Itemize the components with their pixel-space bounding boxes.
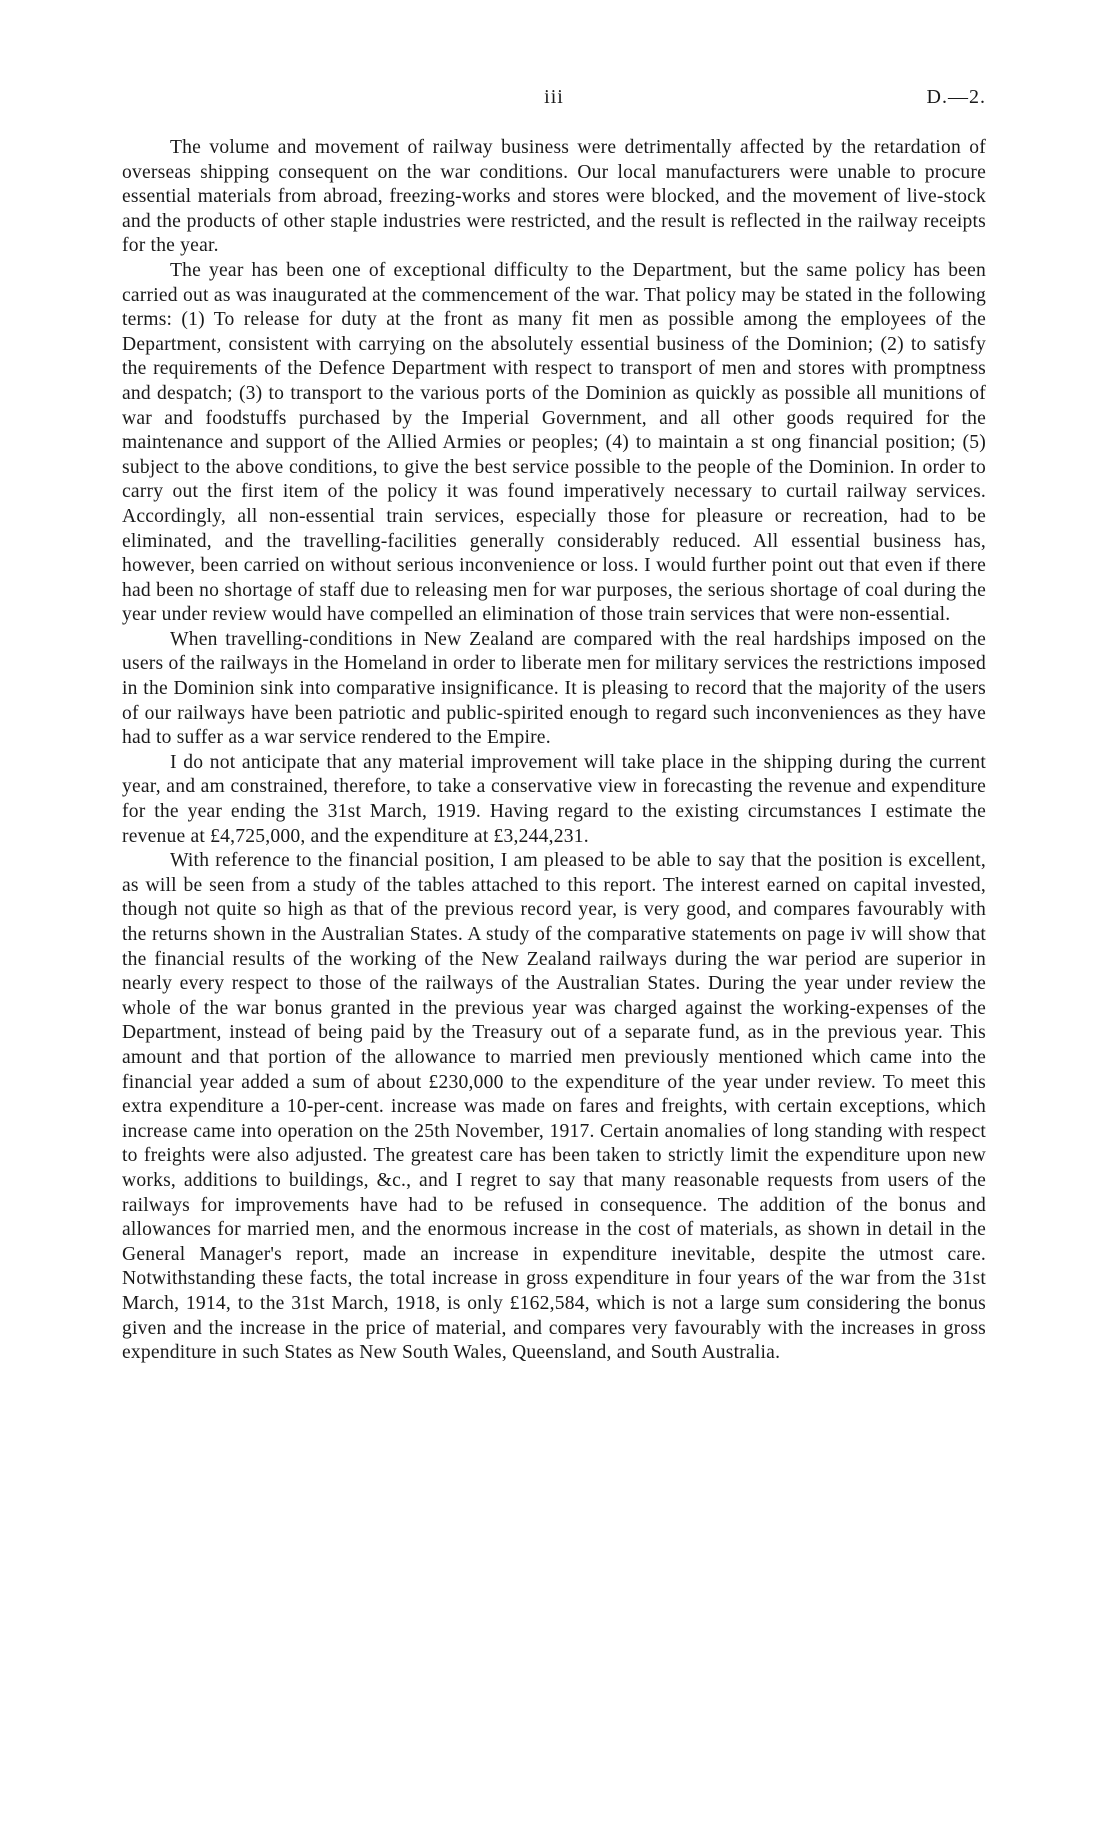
paragraph-financial-position: With reference to the financial position, I am pleased to be able to say that the position is excellent, as will be seen from a study of the tables attached to this report. The interest earned on capital invested, though not quite so high as that of the previous record year, is very good, and compares favourably with the returns shown in the Australian States. A study of the comparative statements on page iv will show that the financial results of the working of the New Zealand railways during the war period are superior in nearly every respect to those of the railways of the Australian States. During the year under review the whole of the war bonus granted in the previous year was charged against the working-expenses of the Department, instead of being paid by the Treasury out of a separate fund, as in the previous year. This amount and that portion of the allowance to married men previously mentioned which came into the financial year added a sum of about £230,000 to the expenditure of the year under review. To meet this extra expenditure a 10-per-cent. increase was made on fares and freights, with certain exceptions, which increase came into operation on the 25th November, 1917. Certain anomalies of long standing with respect to freights were also adjusted. The greatest care has been taken to strictly limit the expenditure upon new works, additions to buildings, &c., and I regret to say that many reasonable requests from users of the railways for improvements have had to be refused in consequence. The addition of the bonus and allowances for married men, and the enormous increase in the cost of materials, as shown in detail in the General Manager's report, made an increase in expenditure inevitable, despite the utmost care. Notwithstanding these facts, the total increase in gross expenditure in four years of the war from the 31st March, 1914, to the 31st March, 1918, is only £162,584, which is not a large sum considering the bonus given and the increase in the price of material, and compares very favourably with the increases in gross expenditure in such States as New South Wales, Queensland, and South Australia. bbox=[122, 850, 986, 1364]
document-reference: D.—2. bbox=[926, 86, 986, 108]
paragraph-revenue-forecast: I do not anticipate that any material improvement will take place in the shipping during the current year, and am constrained, therefore, to take a conservative view in forecasting the revenue and expenditure for the year ending the 31st March, 1919. Having regard to the existing circumstances I estimate the revenue at £4,725,000, and the expenditure at £3,244,231. bbox=[122, 751, 986, 847]
page-header bbox=[122, 86, 986, 116]
paragraph-department-policy: The year has been one of exceptional difficulty to the Department, but the same policy has been carried out as was inaugurated at the commencement of the war. That policy may be stated in the following terms: (1) To release for duty at the front as many fit men as possible among the employees of the Department, consistent with carrying on the absolutely essential business of the Dominion; (2) to satisfy the requirements of the Defence Department with respect to transport of men and stores with promptness and despatch; (3) to transport to the various ports of the Dominion as quickly as possible all munitions of war and foodstuffs purchased by the Imperial Government, and all other goods required for the maintenance and support of the Allied Armies or peoples; (4) to maintain a st ong financial position; (5) subject to the above conditions, to give the best service possible to the people of the Dominion. In order to carry out the first item of the policy it was found imperatively necessary to curtail railway services. Accordingly, all non-essential train services, especially those for pleasure or recreation, had to be eliminated, and the travelling-facilities generally considerably reduced. All essential business has, however, been carried on without serious inconvenience or loss. I would further point out that even if there had been no shortage of staff due to releasing men for war purposes, the serious shortage of coal during the year under review would have compelled an elimination of those train services that were non-essential. bbox=[122, 259, 986, 626]
page-number: iii bbox=[544, 86, 564, 108]
paragraph-traffic-affected: The volume and movement of railway business were detrimentally affected by the retardation of overseas shipping consequent on the war conditions. Our local manufacturers were unable to procure essential materials from abroad, freezing-works and stores were blocked, and the movement of live-stock and the products of other staple industries were restricted, and the result is reflected in the railway receipts for the year. bbox=[122, 137, 986, 257]
paragraph-travelling-conditions: When travelling-conditions in New Zealand are compared with the real hardships imposed on the users of the railways in the Homeland in order to liberate men for military services the restrictions imposed in the Dominion sink into comparative insignificance. It is pleasing to record that the majority of the users of our railways have been patriotic and public-spirited enough to regard such inconveniences as they have had to suffer as a war service rendered to the Empire. bbox=[122, 628, 986, 749]
document-body bbox=[122, 136, 986, 1366]
